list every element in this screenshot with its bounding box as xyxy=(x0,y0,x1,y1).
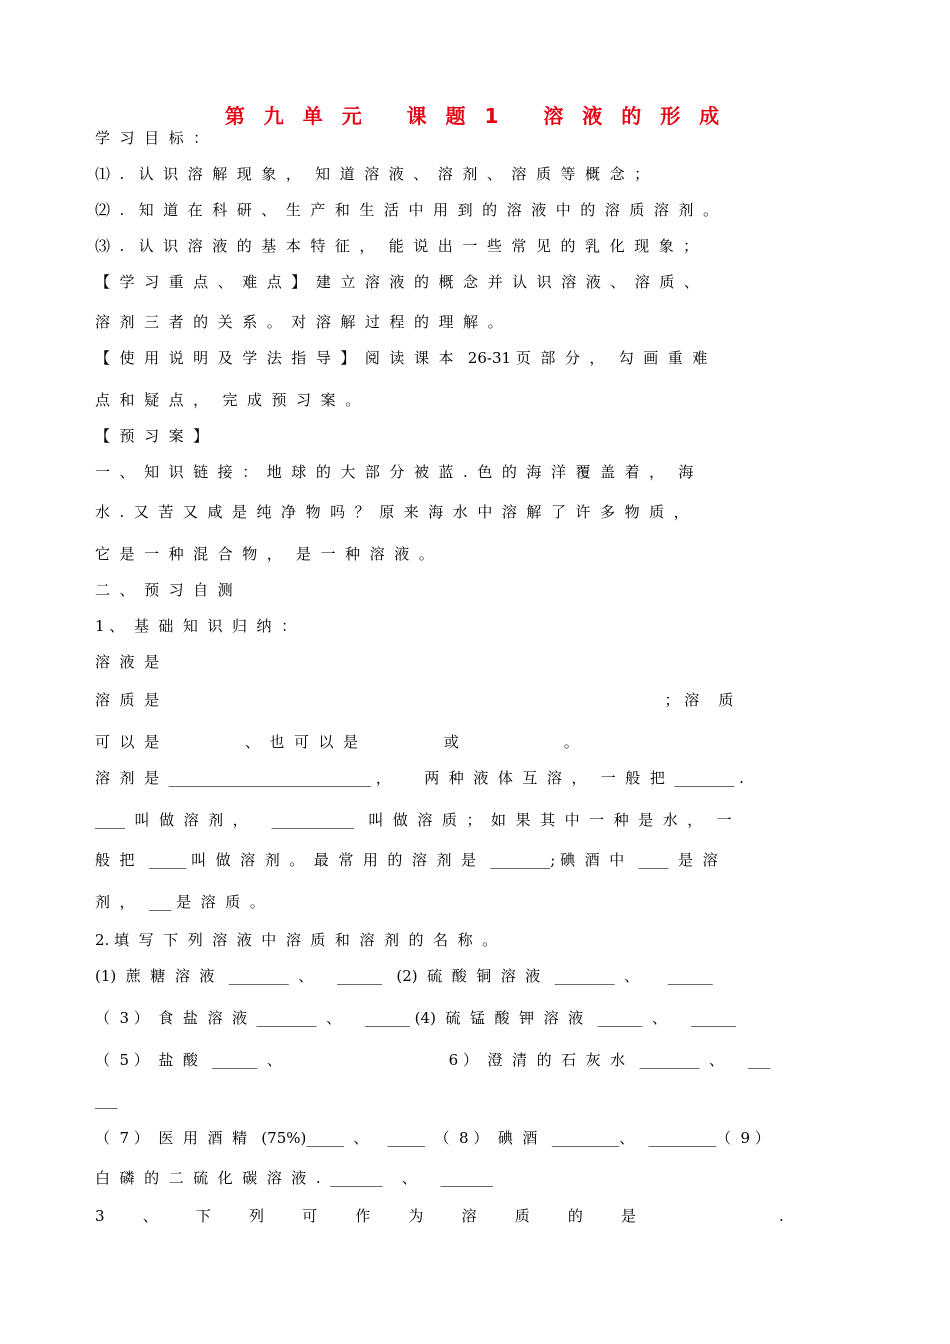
text-line: （ 5 ） 盐 酸 ______ 、 6 ） 澄 清 的 石 灰 水 ________ 、 ___ xyxy=(95,1051,771,1069)
text-line: (1) 蔗 糖 溶 液 ________ 、 ______ (2) 硫 酸 铜 溶 液 ________ 、 ______ xyxy=(95,967,713,985)
text-line: 剂 ， ___ 是 溶 质 。 xyxy=(95,893,265,911)
text-line: 溶 剂 三 者 的 关 系 。 对 溶 解 过 程 的 理 解 。 xyxy=(95,313,503,331)
text-line: 它 是 一 种 混 合 物 ， 是 一 种 溶 液 。 xyxy=(95,545,434,563)
text-line: 【 使 用 说 明 及 学 法 指 导 】 阅 读 课 本 26-31 页 部 分 ， 勾 画 重 难 xyxy=(95,349,708,367)
text-line: 2. 填 写 下 列 溶 液 中 溶 质 和 溶 剂 的 名 称 。 xyxy=(95,931,498,949)
text-line: ⑶ . 认 识 溶 液 的 基 本 特 征 ， 能 说 出 一 些 常 见 的 乳 化 现 象 ； xyxy=(95,237,699,255)
text-line: 点 和 疑 点 ， 完 成 预 习 案 。 xyxy=(95,391,361,409)
text-line: ⑵ . 知 道 在 科 研 、 生 产 和 生 活 中 用 到 的 溶 液 中 的 溶 质 溶 剂 。 xyxy=(95,201,718,219)
text-line: ____ 叫 做 溶 剂 ， ___________ 叫 做 溶 质 ； 如 果 其 中 一 种 是 水 ， 一 xyxy=(95,811,732,829)
text-line: 二 、 预 习 自 测 xyxy=(95,581,233,599)
text-line: 水 . 又 苦 又 咸 是 纯 净 物 吗 ？ 原 来 海 水 中 溶 解 了 许 多 物 质 ， xyxy=(95,503,689,521)
text-line: 溶 剂 是 ___________________________ ， 两 种 液 体 互 溶 ， 一 般 把 ________ . xyxy=(95,769,744,787)
text-line: 【 预 习 案 】 xyxy=(95,427,209,445)
text-line: 【 学 习 重 点 、 难 点 】 建 立 溶 液 的 概 念 并 认 识 溶 液 、 溶 质 、 xyxy=(95,273,699,291)
text-line: ⑴ . 认 识 溶 解 现 象 ， 知 道 溶 液 、 溶 剂 、 溶 质 等 概 念 ； xyxy=(95,165,650,183)
text-line: 白 磷 的 二 硫 化 碳 溶 液 . _______ 、 _______ xyxy=(95,1169,494,1187)
text-line: 般 把 _____ 叫 做 溶 剂 。 最 常 用 的 溶 剂 是 ________; 碘 酒 中 ____ 是 溶 xyxy=(95,851,718,869)
text-line: 可 以 是 、 也 可 以 是 或 。 xyxy=(95,733,579,751)
text-line: 溶 液 是 xyxy=(95,653,160,671)
text-line: （ 3 ） 食 盐 溶 液 ________ 、 ______ (4) 硫 锰 酸 钾 溶 液 ______ 、 ______ xyxy=(95,1009,736,1027)
text-line: 一 、 知 识 链 接 ： 地 球 的 大 部 分 被 蓝 . 色 的 海 洋 覆 盖 着 ， 海 xyxy=(95,463,694,481)
text-line: 学 习 目 标 ： xyxy=(95,129,209,147)
text-line: （ 7 ） 医 用 酒 精 (75%)_____ 、 _____ （ 8 ） 碘 酒 _________、 _________（ 9 ） xyxy=(95,1129,770,1147)
text-line: 1 、 基 础 知 识 归 纳 ： xyxy=(95,617,297,635)
page-title: 第 九 单 元 课 题 1 溶 液 的 形 成 xyxy=(224,104,726,128)
text-line: 3 、 下 列 可 作 为 溶 质 的 是 . xyxy=(95,1207,784,1225)
text-line: 溶 质 是 ； 溶 质 xyxy=(95,691,734,709)
text-line: ___ xyxy=(95,1091,118,1109)
